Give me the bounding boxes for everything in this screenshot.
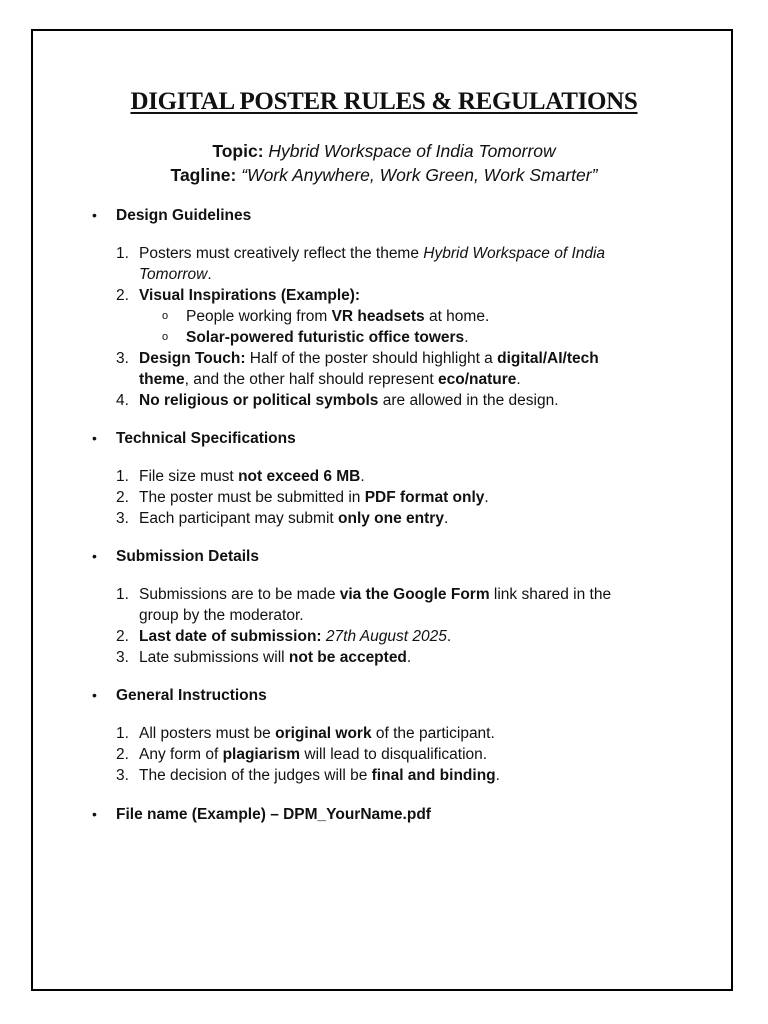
bullet-icon: • <box>92 548 97 564</box>
bullet-icon: • <box>92 430 97 446</box>
list-number: 1. <box>116 725 129 742</box>
bullet-icon: • <box>92 687 97 703</box>
sub-bullet-icon: o <box>162 310 169 322</box>
list-number: 3. <box>116 350 129 367</box>
list-item: Each participant may submit only one entry. <box>139 510 449 527</box>
topic-label: Topic: <box>212 141 264 161</box>
list-number: 3. <box>116 649 129 666</box>
page-title: DIGITAL POSTER RULES & REGULATIONS <box>130 88 638 115</box>
bullet-icon: • <box>92 806 97 822</box>
list-number: 1. <box>116 245 129 262</box>
list-number: 2. <box>116 489 129 506</box>
section-heading-general: General Instructions <box>116 687 267 704</box>
list-number: 2. <box>116 746 129 763</box>
list-item: Any form of plagiarism will lead to disqualification. <box>139 746 488 763</box>
tagline-value: “Work Anywhere, Work Green, Work Smarter” <box>241 165 598 185</box>
tagline-label: Tagline: <box>170 165 237 185</box>
list-item: Submissions are to be made via the Google Form link shared in the group by the moderator. <box>139 586 612 624</box>
list-item: Visual Inspirations (Example): <box>139 287 361 304</box>
list-item: No religious or political symbols are allowed in the design. <box>139 392 559 409</box>
list-number: 1. <box>116 586 129 603</box>
list-number: 3. <box>116 767 129 784</box>
file-name-example: File name (Example) – DPM_YourName.pdf <box>116 806 431 823</box>
list-number: 3. <box>116 510 129 527</box>
list-item: Last date of submission: 27th August 2025. <box>139 628 452 645</box>
list-item: The poster must be submitted in PDF format only. <box>139 489 489 506</box>
list-item: The decision of the judges will be final and binding. <box>139 767 500 784</box>
bullet-icon: • <box>92 207 97 223</box>
topic-value: Hybrid Workspace of India Tomorrow <box>268 141 556 161</box>
sub-list-item: People working from VR headsets at home. <box>186 308 490 325</box>
list-number: 1. <box>116 468 129 485</box>
list-item: All posters must be original work of the participant. <box>139 725 495 742</box>
section-heading-submission: Submission Details <box>116 548 259 565</box>
list-item: Late submissions will not be accepted. <box>139 649 412 666</box>
section-heading-design: Design Guidelines <box>116 207 252 224</box>
section-heading-technical: Technical Specifications <box>116 430 296 447</box>
list-item: File size must not exceed 6 MB. <box>139 468 365 485</box>
sub-list-item: Solar-powered futuristic office towers. <box>186 329 469 346</box>
sub-bullet-icon: o <box>162 331 169 343</box>
list-item: Posters must creatively reflect the theme Hybrid Workspace of India Tomorrow. <box>139 245 606 283</box>
list-number: 2. <box>116 628 129 645</box>
list-number: 2. <box>116 287 129 304</box>
list-item: Design Touch: Half of the poster should highlight a digital/AI/tech theme, and the other half should represent eco/nature. <box>139 350 599 388</box>
list-number: 4. <box>116 392 129 409</box>
